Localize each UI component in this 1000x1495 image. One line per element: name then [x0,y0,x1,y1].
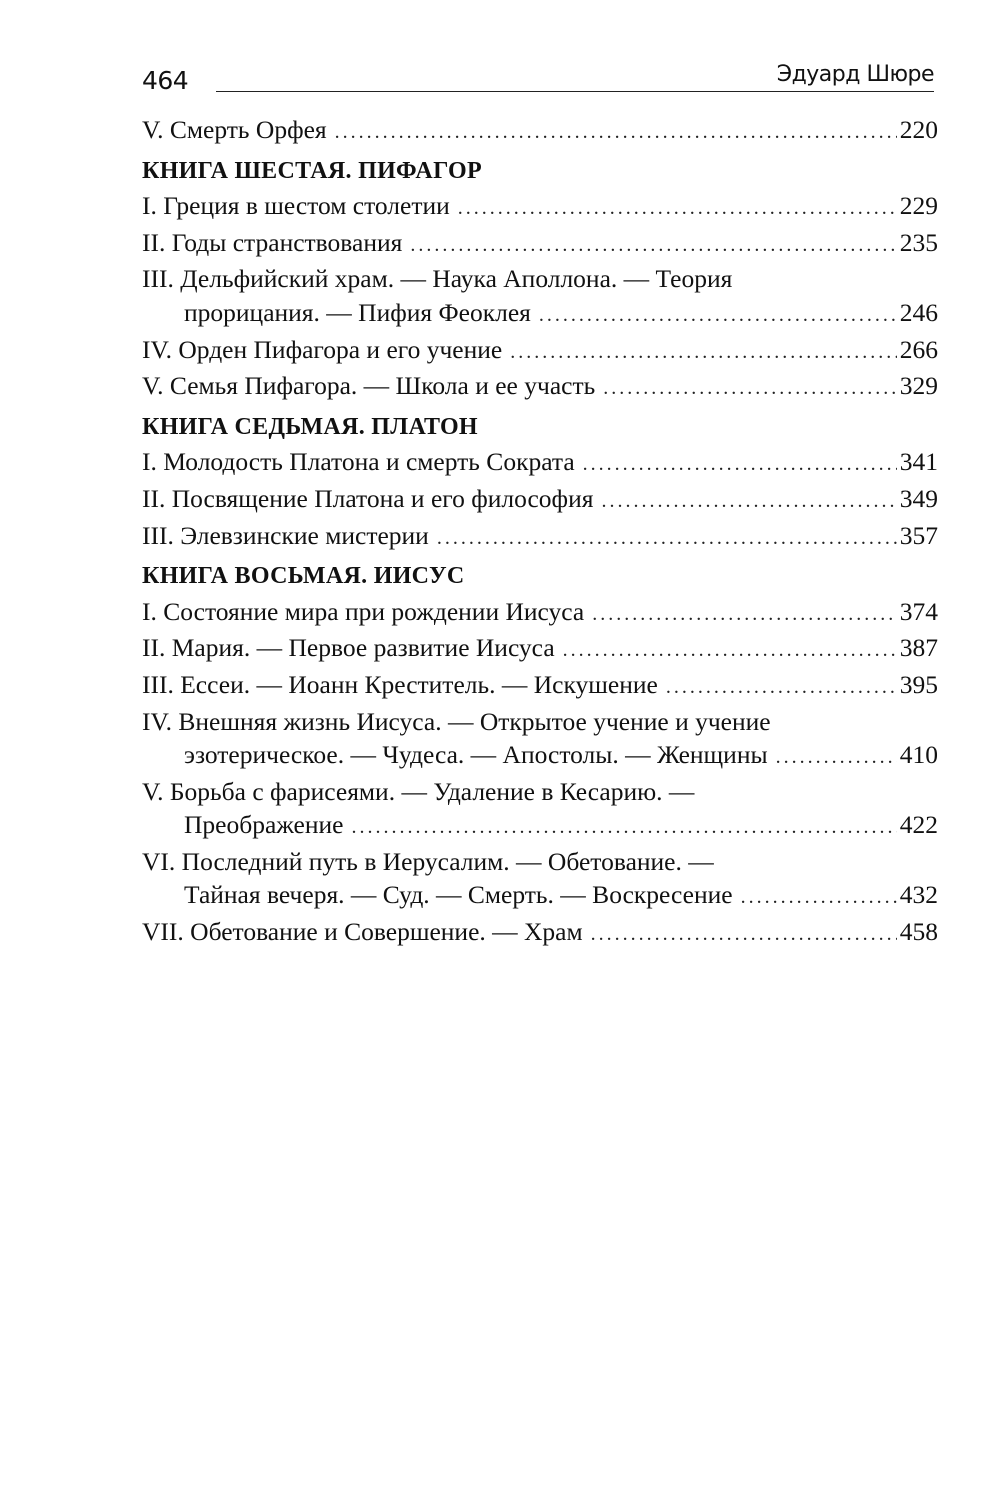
book-heading: КНИГА ШЕСТАЯ. ПИФАГОР [142,157,482,184]
entry-page: 422 [899,810,938,840]
toc-entry [142,113,938,150]
toc-entry [142,333,938,370]
book-heading: КНИГА ВОСЬМАЯ. ИИСУС [142,563,465,590]
toc-entry [142,482,938,519]
book-heading: КНИГА СЕДЬМАЯ. ПЛАТОН [142,413,478,440]
entry-title: IV. Орден Пифагора и его учение [142,334,503,364]
entry-page: 341 [899,447,938,477]
entry-title: V. Семья Пифагора. — Школа и ее участь [142,371,596,401]
dot-leader [539,299,897,333]
toc-entry [142,915,938,952]
entry-page: 357 [899,520,938,550]
page-number: 464 [142,66,189,95]
page-header [142,62,934,102]
header-rule [216,91,934,92]
dot-leader [335,116,897,150]
dot-leader [603,372,897,406]
entry-title: I. Греция в шестом столетии [142,191,450,221]
dot-leader [510,336,897,370]
entry-page: 235 [899,227,938,257]
dot-leader [563,634,897,668]
dot-leader [591,918,897,952]
entry-page: 220 [899,115,938,144]
entry-title: III. Ессеи. — Иоанн Креститель. — Искушение [142,669,658,699]
entry-title: II. Посвящение Платона и его философия [142,483,594,513]
dot-leader [666,671,897,705]
entry-title: Преображение [184,810,344,840]
running-title: Эдуард Шюре [776,62,934,87]
entry-title-line: V. Борьба с фарисеями. — Удаление в Кесарию. — [142,776,695,806]
entry-title-line: IV. Внешняя жизнь Иисуса. — Открытое учение и учение [142,706,771,736]
entry-title: III. Элевзинские мистерии [142,520,429,550]
toc-entry [142,775,938,845]
entry-title: эзотерическое. — Чудеса. — Апостолы. — Женщины [184,740,768,770]
entry-page: 266 [899,334,938,364]
dot-leader [601,485,896,519]
entry-title: I. Состояние мира при рождении Иисуса [142,596,585,626]
entry-page: 395 [899,669,938,699]
entry-page: 374 [899,596,938,626]
toc-entry [142,189,938,226]
entry-page: 329 [899,371,938,401]
dot-leader [352,811,897,845]
toc-entry [142,631,938,668]
dot-leader [592,598,897,632]
entry-page: 432 [899,880,938,910]
entry-page: 229 [899,191,938,221]
entry-title: VII. Обетование и Совершение. — Храм [142,917,583,947]
dot-leader [741,881,897,915]
entry-title: Тайная вечеря. — Суд. — Смерть. — Воскресение [184,880,733,910]
table-of-contents [142,113,938,952]
entry-title-line: VI. Последний путь в Иерусалим. — Обетование. — [142,846,714,876]
entry-page: 410 [899,740,938,770]
entry-page: 349 [899,483,938,513]
entry-page: 387 [899,633,938,663]
entry-title: II. Мария. — Первое развитие Иисуса [142,633,555,663]
toc-entry [142,845,938,915]
dot-leader [583,448,897,482]
toc-entry [142,705,938,775]
entry-title: II. Годы странствования [142,227,403,257]
dot-leader [437,522,897,556]
toc-entry [142,595,938,632]
dot-leader [458,192,897,226]
toc-entry [142,262,938,332]
dot-leader [410,229,896,263]
dot-leader [776,741,897,775]
entry-title: прорицания. — Пифия Феоклея [184,297,531,327]
toc-entry [142,369,938,406]
toc-entry [142,226,938,263]
toc-entry [142,445,938,482]
toc-entry [142,668,938,705]
toc-entry [142,519,938,556]
entry-page: 246 [899,297,938,327]
entry-title: I. Молодость Платона и смерть Сократа [142,447,575,477]
entry-page: 458 [899,917,938,947]
entry-title-line: III. Дельфийский храм. — Наука Аполлона. — Теория [142,264,733,294]
entry-title: V. Смерть Орфея [142,115,327,144]
